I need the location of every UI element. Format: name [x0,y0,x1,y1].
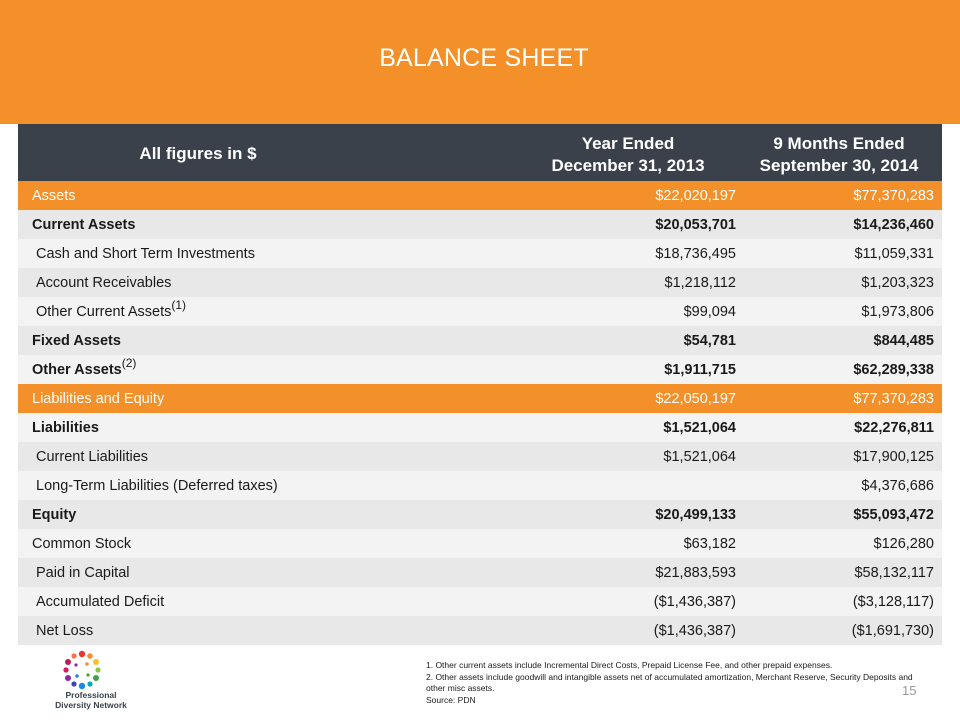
row-value-2014: $1,973,806 [861,304,934,320]
header-label: All figures in $ [139,144,257,163]
row-value-2013: $22,020,197 [655,188,736,204]
logo-line1: Professional [65,690,117,700]
row-value-2013: $1,911,715 [664,362,736,378]
footnote-2: 2. Other assets include goodwill and intangible assets net of accumulated amortization, Merchant Reserve, Security Deposits and other misc assets. [426,671,913,693]
header-col-2014 [744,133,934,177]
row-value-2013: $1,521,064 [663,449,736,465]
row-label: Fixed Assets [32,333,121,349]
row-label: Other Assets [32,362,122,378]
row-label: Assets [32,188,76,204]
table-row-current-assets [18,210,942,239]
row-label-wrap [32,356,137,378]
row-label: Liabilities [32,420,99,436]
table-row-fixed-assets [18,326,942,355]
footnote-ref-1: (1) [171,298,187,312]
row-label: Net Loss [36,623,94,639]
row-value-2013: $20,053,701 [655,217,736,233]
row-label: Paid in Capital [36,565,130,581]
header-col-2013-line2: December 31, 2013 [551,156,705,175]
row-label: Account Receivables [36,275,172,291]
row-label: Cash and Short Term Investments [36,246,255,262]
page-number: 15 [902,683,917,698]
row-label: Current Assets [32,217,136,233]
table-row-long-term-liabilities [18,471,942,500]
table-row-equity [18,500,942,529]
table-row-paid-in-capital [18,558,942,587]
table-row-current-liabilities [18,442,942,471]
page-title: BALANCE SHEET [379,44,589,72]
row-value-2013: $99,094 [683,304,736,320]
row-value-2014: ($1,691,730) [851,623,934,639]
row-value-2013: $1,521,064 [663,420,736,436]
row-label: Long-Term Liabilities (Deferred taxes) [36,478,278,494]
table-row-receivables [18,268,942,297]
row-label: Equity [32,507,77,523]
footnote-1: 1. Other current assets include Incremental Direct Costs, Prepaid License Fee, and other prepaid expenses. [426,660,833,670]
row-value-2014: $11,059,331 [854,246,934,262]
table-row-accumulated-deficit [18,587,942,616]
row-label: Liabilities and Equity [32,391,165,407]
row-value-2013: ($1,436,387) [653,623,736,639]
table-row-assets [18,181,942,210]
logo-line2: Diversity Network [55,700,127,710]
row-value-2013: $18,736,495 [655,246,736,262]
row-value-2013: $63,182 [683,536,736,552]
table-row-liabilities-equity [18,384,942,413]
row-label: Current Liabilities [36,449,149,465]
header-col-2013 [518,133,738,177]
table-row-common-stock [18,529,942,558]
footnotes [426,660,916,706]
header-col-2014-line2: September 30, 2014 [759,156,919,175]
logo-wordmark [44,690,138,710]
row-value-2013: $54,781 [683,333,736,349]
row-label: Accumulated Deficit [36,594,165,610]
table-row-cash [18,239,942,268]
row-value-2014: $55,093,472 [853,507,934,523]
row-value-2013: $20,499,133 [655,507,736,523]
row-value-2013: $22,050,197 [655,391,736,407]
row-value-2013: $21,883,593 [655,565,736,581]
row-value-2014: $1,203,323 [861,275,934,291]
row-value-2013: ($1,436,387) [653,594,736,610]
row-value-2014: $844,485 [873,333,934,349]
row-value-2014: $22,276,811 [854,420,934,436]
row-value-2014: $62,289,338 [853,362,934,378]
row-value-2014: $14,236,460 [853,217,934,233]
row-value-2014: $4,376,686 [861,478,934,494]
table-row-other-current-assets [18,297,942,326]
row-label: Common Stock [32,536,132,552]
row-value-2014: $126,280 [873,536,934,552]
footnote-source: Source: PDN [426,694,476,705]
table-row-liabilities [18,413,942,442]
header-col-2013-line1: Year Ended [581,134,675,153]
footnote-ref-2: (2) [121,356,137,370]
row-value-2014: $77,370,283 [853,391,934,407]
row-label: Other Current Assets [36,304,172,320]
table-row-net-loss [18,616,942,645]
row-value-2014: $77,370,283 [853,188,934,204]
table-header [18,124,942,181]
table-row-other-assets [18,355,942,384]
row-value-2014: $17,900,125 [853,449,934,465]
row-value-2014: ($3,128,117) [852,594,934,610]
row-value-2013: $1,218,112 [664,275,736,291]
balance-sheet-table [18,124,942,645]
row-value-2014: $58,132,117 [854,565,934,581]
header-col-2014-line1: 9 Months Ended [773,134,905,153]
row-label-wrap [36,298,187,320]
